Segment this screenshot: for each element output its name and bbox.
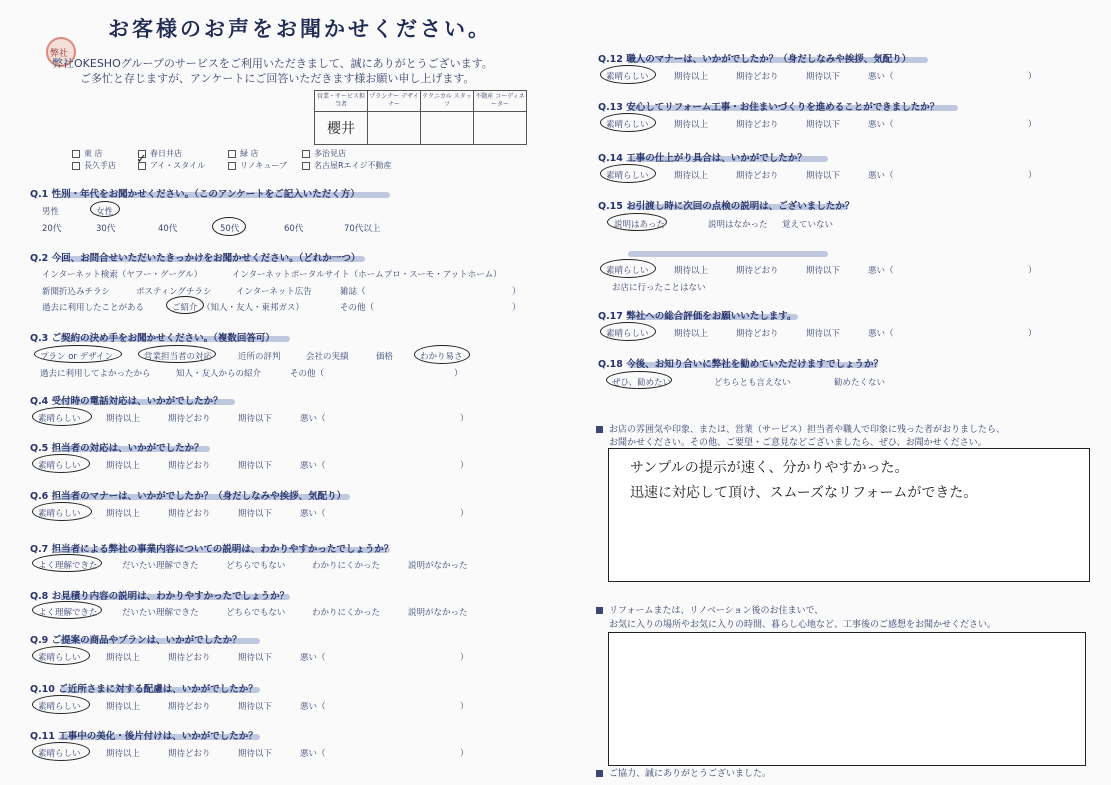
gender-option[interactable]: 男性 xyxy=(42,207,60,217)
paren-close: ） xyxy=(460,509,469,519)
age-option[interactable]: 40代 xyxy=(158,224,178,234)
rating-above[interactable]: 期待以上 xyxy=(106,509,141,519)
q3-option-selected[interactable]: 営業担当者の対応 xyxy=(144,352,213,362)
paren-close: ） xyxy=(1028,171,1037,181)
gender-option-selected[interactable]: 女性 xyxy=(96,207,114,217)
rating-bad[interactable]: 悪い（ xyxy=(300,509,326,519)
paren-close: ） xyxy=(460,749,469,759)
rating-above[interactable]: 期待以上 xyxy=(106,702,141,712)
paren-close: ） xyxy=(1028,329,1037,339)
q2-option-note: （知人・友人・東邦ガス） xyxy=(202,303,305,313)
rating-above[interactable]: 期待以上 xyxy=(674,171,709,181)
age-option[interactable]: 30代 xyxy=(96,224,116,234)
rating-as-expected[interactable]: 期待どおり xyxy=(736,120,779,130)
store-option[interactable]: 春日井店 xyxy=(138,148,182,159)
rating-below[interactable]: 期待以下 xyxy=(806,171,841,181)
selection-circle xyxy=(32,742,90,761)
selection-circle xyxy=(34,345,122,363)
rating-below[interactable]: 期待以下 xyxy=(238,749,273,759)
rating-excellent-selected[interactable]: 素晴らしい xyxy=(38,414,81,424)
q7-title: Q.7 担当者による弊社の事業内容についての説明は、わかりやすかったでしょうか？ xyxy=(30,544,394,555)
comment1-prompt-1: お店の雰囲気や印象、または、営業（サービス）担当者や職人で印象に残った者がおりましたら、 xyxy=(596,422,1005,435)
store-option[interactable]: 名古屋Rエイジ不動産 xyxy=(302,160,392,171)
staff-cell[interactable] xyxy=(368,112,421,145)
staff-cell[interactable] xyxy=(474,112,527,145)
q10-title: Q.10 ご近所さまに対する配慮は、いかがでしたか？ xyxy=(30,684,258,695)
paren-close: ） xyxy=(460,653,469,663)
rating-bad[interactable]: 悪い（ xyxy=(868,329,894,339)
q15-option[interactable]: 説明はなかった xyxy=(708,220,768,230)
q3-option[interactable]: 過去に利用してよかったから xyxy=(40,369,151,379)
q2-option[interactable]: 過去に利用したことがある xyxy=(42,303,145,313)
footer-thanks: ご協力、誠にありがとうございました。 xyxy=(596,766,771,779)
rating-as-expected[interactable]: 期待どおり xyxy=(736,266,779,276)
paren-close: ） xyxy=(1028,266,1037,276)
q17-title: Q.17 弊社への総合評価をお願いいたします。 xyxy=(598,311,797,322)
age-option-selected[interactable]: 50代 xyxy=(220,224,240,234)
selection-circle xyxy=(32,554,102,572)
seal-text: 弊社 xyxy=(50,49,69,59)
q3-option[interactable]: 会社の実績 xyxy=(306,352,349,362)
paren-close: ） xyxy=(512,287,521,297)
rating-bad[interactable]: 悪い（ xyxy=(300,749,326,759)
staff-header: 不動産 コーディネーター xyxy=(474,91,527,112)
q2-option[interactable]: 雑誌（ xyxy=(340,287,366,297)
selection-circle xyxy=(90,201,120,217)
store-option-checked[interactable]: アイ・スタイル xyxy=(138,160,205,171)
age-option[interactable]: 20代 xyxy=(42,224,62,234)
selection-circle xyxy=(606,371,672,389)
selection-circle xyxy=(166,296,204,314)
q2-option[interactable]: インターネットポータルサイト（ホームプロ・スーモ・アットホーム） xyxy=(232,270,502,280)
q2-option[interactable]: その他（ xyxy=(340,303,375,313)
staff-header: テクニカル スタッフ xyxy=(421,91,474,112)
rating-excellent-selected[interactable]: 素晴らしい xyxy=(38,702,81,712)
selection-circle xyxy=(600,113,656,132)
q7-option-selected[interactable]: よく理解できた xyxy=(38,561,98,571)
rating-above[interactable]: 期待以上 xyxy=(674,266,709,276)
q18-option-selected[interactable]: ぜひ、勧めたい xyxy=(612,378,672,388)
q8-title: Q.8 お見積り内容の説明は、わかりやすかったでしょうか？ xyxy=(30,591,290,602)
q5-title: Q.5 担当者の対応は、いかがでしたか？ xyxy=(30,443,204,454)
rating-as-expected[interactable]: 期待どおり xyxy=(168,653,211,663)
rating-as-expected[interactable]: 期待どおり xyxy=(736,72,779,82)
q2-option[interactable]: インターネット検索（ヤフー・グーグル） xyxy=(42,270,203,280)
selection-circle xyxy=(212,217,246,236)
selection-circle xyxy=(600,65,656,84)
q1-title: Q.1 性別・年代をお聞かせください。（このアンケートをご記入いただく方） xyxy=(30,189,360,200)
comment1-line-2: 迅速に対応して頂け、スムーズなリフォームができた。 xyxy=(630,485,978,501)
rating-bad[interactable]: 悪い（ xyxy=(868,171,894,181)
age-option[interactable]: 60代 xyxy=(284,224,304,234)
rating-above[interactable]: 期待以上 xyxy=(106,749,141,759)
bullet-icon xyxy=(596,607,603,614)
rating-below[interactable]: 期待以下 xyxy=(238,653,273,663)
q12-title: Q.12 職人のマナーは、いかがでしたか？（身だしなみや挨拶、気配り） xyxy=(598,54,912,65)
paren-close: ） xyxy=(460,414,469,424)
q3-title: Q.3 ご契約の決め手をお聞かせください。（複数回答可） xyxy=(30,333,275,344)
rating-above[interactable]: 期待以上 xyxy=(106,461,141,471)
rating-below[interactable]: 期待以下 xyxy=(238,702,273,712)
selection-circle xyxy=(32,695,90,714)
question-highlight xyxy=(628,251,828,257)
q16-option[interactable]: お店に行ったことはない xyxy=(612,283,706,293)
rating-excellent-selected[interactable]: 素晴らしい xyxy=(606,266,649,276)
comment2-prompt-1: リフォームまたは、リノベーション後のお住まいで、 xyxy=(596,603,823,616)
rating-as-expected[interactable]: 期待どおり xyxy=(736,171,779,181)
q8-option[interactable]: どちらでもない xyxy=(226,608,286,618)
rating-excellent-selected[interactable]: 素晴らしい xyxy=(38,461,81,471)
q2-title: Q.2 今回、お問合せいただいたきっかけをお聞かせください。（どれか一つ） xyxy=(30,253,361,264)
rating-excellent-selected[interactable]: 素晴らしい xyxy=(606,329,649,339)
rating-below[interactable]: 期待以下 xyxy=(806,266,841,276)
rating-above[interactable]: 期待以上 xyxy=(674,120,709,130)
rating-bad[interactable]: 悪い（ xyxy=(300,653,326,663)
bullet-icon xyxy=(596,770,603,777)
rating-below[interactable]: 期待以下 xyxy=(238,414,273,424)
q2-option-selected[interactable]: ご紹介 xyxy=(172,303,198,313)
paren-close: ） xyxy=(460,461,469,471)
paren-close: ） xyxy=(1028,72,1037,82)
rating-below[interactable]: 期待以下 xyxy=(806,329,841,339)
store-option[interactable]: 多治見店 xyxy=(302,148,346,159)
selection-circle xyxy=(32,646,90,665)
paren-close: ） xyxy=(512,303,521,313)
q7-option[interactable]: わかりにくかった xyxy=(312,561,381,571)
store-option[interactable]: 長久手店 xyxy=(72,160,116,171)
paren-close: ） xyxy=(1028,120,1037,130)
q8-option[interactable]: 説明がなかった xyxy=(408,608,468,618)
selection-circle xyxy=(600,164,656,183)
paren-close: ） xyxy=(460,702,469,712)
store-option[interactable]: 東 店 xyxy=(72,148,103,159)
q18-option[interactable]: 勧めたくない xyxy=(834,378,886,388)
rating-excellent-selected[interactable]: 素晴らしい xyxy=(606,72,649,82)
q8-option[interactable]: わかりにくかった xyxy=(312,608,381,618)
rating-above[interactable]: 期待以上 xyxy=(674,329,709,339)
q3-option-selected[interactable]: わかり易さ xyxy=(420,352,463,362)
rating-as-expected[interactable]: 期待どおり xyxy=(168,702,211,712)
rating-above[interactable]: 期待以上 xyxy=(106,414,141,424)
rating-excellent-selected[interactable]: 素晴らしい xyxy=(606,120,649,130)
rating-below[interactable]: 期待以下 xyxy=(238,509,273,519)
q14-title: Q.14 工事の仕上がり具合は、いかがでしたか？ xyxy=(598,153,807,164)
q11-title: Q.11 工事中の美化・後片付けは、いかがでしたか？ xyxy=(30,731,258,742)
store-option[interactable]: リノキューブ xyxy=(228,160,287,171)
q9-title: Q.9 ご提案の商品やプランは、いかがでしたか？ xyxy=(30,635,242,646)
staff-header: 営業・サービス担当者 xyxy=(315,91,368,112)
q15-title: Q.15 お引渡し時に次回の点検の説明は、ございましたか？ xyxy=(598,201,855,212)
selection-circle xyxy=(32,454,90,473)
q18-title: Q.18 今後、お知り合いに弊社を勧めていただけますでしょうか？ xyxy=(598,359,883,370)
bullet-icon xyxy=(596,426,603,433)
staff-header: プランナー デザイナー xyxy=(368,91,421,112)
rating-as-expected[interactable]: 期待どおり xyxy=(168,509,211,519)
rating-as-expected[interactable]: 期待どおり xyxy=(736,329,779,339)
selection-circle xyxy=(600,322,656,341)
selection-circle xyxy=(600,259,656,278)
rating-bad[interactable]: 悪い（ xyxy=(300,702,326,712)
rating-excellent-selected[interactable]: 素晴らしい xyxy=(38,653,81,663)
comment1-line-1: サンプルの提示が速く、分かりやすかった。 xyxy=(630,460,909,476)
rating-as-expected[interactable]: 期待どおり xyxy=(168,749,211,759)
check-mark-icon: ✓ xyxy=(136,152,147,167)
q2-option[interactable]: インターネット広告 xyxy=(236,287,312,297)
q8-option-selected[interactable]: よく理解できた xyxy=(38,608,98,618)
q6-title: Q.6 担当者のマナーは、いかがでしたか？（身だしなみや挨拶、気配り） xyxy=(30,491,347,502)
comment2-prompt-2: お気に入りの場所やお気に入りの時間、暮らし心地など、工事後のご感想をお聞かせください。 xyxy=(609,620,997,630)
q3-option[interactable]: 知人・友人からの紹介 xyxy=(176,369,262,379)
q7-option[interactable]: だいたい理解できた xyxy=(122,561,199,571)
q3-option-selected[interactable]: プラン or デザイン xyxy=(40,352,114,362)
selection-circle xyxy=(32,601,102,619)
q3-option[interactable]: その他（ xyxy=(290,369,325,379)
paren-close: ） xyxy=(454,369,463,379)
staff-signature: 櫻井 xyxy=(327,121,355,137)
q13-title: Q.13 安心してリフォーム工事・お住まいづくりを進めることができましたか？ xyxy=(598,102,940,113)
q2-option[interactable]: 新聞折込みチラシ xyxy=(42,287,111,297)
rating-as-expected[interactable]: 期待どおり xyxy=(168,414,211,424)
comment2-textarea[interactable] xyxy=(608,632,1086,766)
intro-line-1: 弊社OKESHOグループのサービスをご利用いただきまして、誠にありがとうございます。 xyxy=(52,57,493,70)
q15-option[interactable]: 覚えていない xyxy=(782,220,834,230)
rating-bad[interactable]: 悪い（ xyxy=(300,414,326,424)
rating-bad[interactable]: 悪い（ xyxy=(868,120,894,130)
q3-option[interactable]: 近所の評判 xyxy=(238,352,281,362)
selection-circle xyxy=(32,407,92,426)
selection-circle xyxy=(32,502,92,521)
rating-excellent-selected[interactable]: 素晴らしい xyxy=(38,749,81,759)
age-option[interactable]: 70代以上 xyxy=(344,224,381,234)
comment1-prompt-2: お聞かせください。その他、ご要望・ご意見などございましたら、ぜひ、お聞かせください。 xyxy=(609,438,987,448)
rating-as-expected[interactable]: 期待どおり xyxy=(168,461,211,471)
rating-above[interactable]: 期待以上 xyxy=(674,72,709,82)
q4-title: Q.4 受付時の電話対応は、いかがでしたか？ xyxy=(30,396,223,407)
selection-circle xyxy=(138,345,216,363)
intro-line-2: ご多忙と存じますが、アンケートにご回答いただきます様お願い申し上げます。 xyxy=(80,72,475,85)
q15-option-selected[interactable]: 説明はあった xyxy=(614,220,665,230)
rating-below[interactable]: 期待以下 xyxy=(806,120,841,130)
selection-circle xyxy=(414,345,470,364)
rating-excellent-selected[interactable]: 素晴らしい xyxy=(38,509,81,519)
selection-circle xyxy=(607,213,667,231)
q18-option[interactable]: どちらとも言えない xyxy=(714,378,791,388)
q7-option[interactable]: 説明がなかった xyxy=(408,561,468,571)
rating-bad[interactable]: 悪い（ xyxy=(868,72,894,82)
rating-below[interactable]: 期待以下 xyxy=(238,461,273,471)
rating-bad[interactable]: 悪い（ xyxy=(868,266,894,276)
q8-option[interactable]: だいたい理解できた xyxy=(122,608,199,618)
q7-option[interactable]: どちらでもない xyxy=(226,561,286,571)
q2-option[interactable]: ポスティングチラシ xyxy=(136,287,212,297)
q3-option[interactable]: 価格 xyxy=(376,352,394,362)
staff-cell[interactable] xyxy=(421,112,474,145)
rating-bad[interactable]: 悪い（ xyxy=(300,461,326,471)
rating-excellent-selected[interactable]: 素晴らしい xyxy=(606,171,649,181)
page-title: お客様のお声をお聞かせください。 xyxy=(108,17,492,41)
store-option[interactable]: 緑 店 xyxy=(228,148,259,159)
rating-above[interactable]: 期待以上 xyxy=(106,653,141,663)
rating-below[interactable]: 期待以下 xyxy=(806,72,841,82)
staff-table xyxy=(314,90,527,145)
